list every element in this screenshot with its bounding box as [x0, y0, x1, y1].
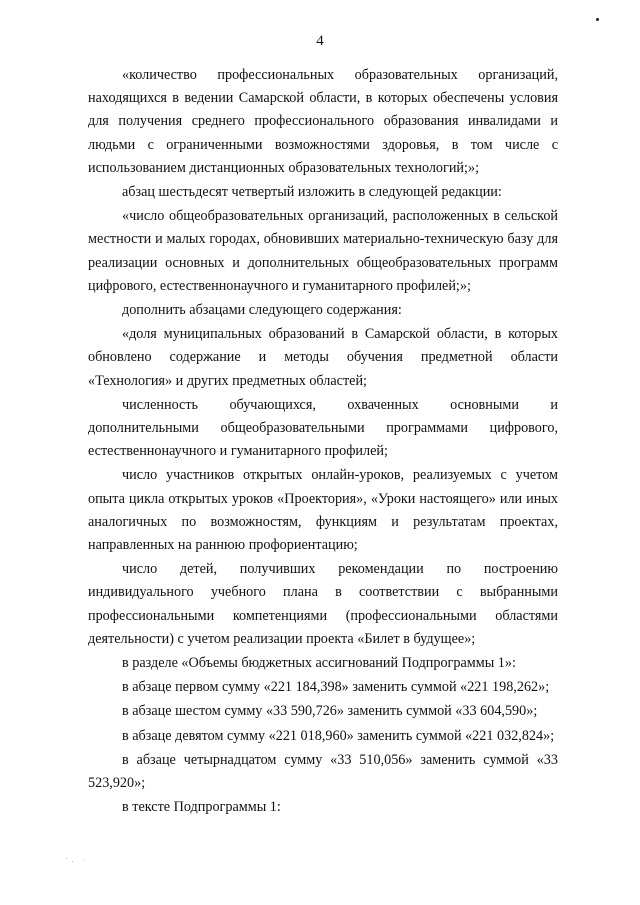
- paragraph: «количество профессиональных образовательных организаций, находящихся в ведении Самарской области, в которых обеспечены условия для получения среднего профессионального образования инвалидами и людьми с ограниченными возможностями здоровья, в том числе с использованием дистанционных образовательных технологий;»;: [88, 67, 558, 176]
- scan-speck: [84, 859, 85, 860]
- paragraph: число участников открытых онлайн-уроков, реализуемых с учетом опыта цикла открытых уроков «Проектория», «Уроки настоящего» или иных аналогичных по возможностям, функциям и результатам проектах, направленных на раннюю профориентацию;: [88, 467, 558, 554]
- paragraph: в абзаце первом сумму «221 184,398» заменить суммой «221 198,262»;: [122, 679, 550, 696]
- paragraph: число детей, получивших рекомендации по построению индивидуального учебного плана в соответствии с выбранными профессиональными компетенциями (профессиональными областями деятельности) с учетом реализации проекта «Билет в будущее»;: [88, 561, 558, 647]
- scan-speck: [66, 858, 67, 859]
- paragraph: «доля муниципальных образований в Самарской области, в которых обновлено содержание и методы обучения предметной области «Технология» и других предметных областей;: [88, 326, 558, 389]
- scan-dot: [596, 18, 599, 21]
- paragraph: абзац шестьдесят четвертый изложить в следующей редакции:: [122, 184, 502, 201]
- paragraph: в абзаце шестом сумму «33 590,726» заменить суммой «33 604,590»;: [122, 703, 538, 720]
- document-body: [88, 64, 558, 821]
- paragraph: численность обучающихся, охваченных основными и дополнительными общеобразовательными программами цифрового, естественнонаучного и гуманитарного профилей;: [88, 396, 558, 460]
- paragraph: дополнить абзацами следующего содержания:: [122, 302, 402, 319]
- paragraph: в разделе «Объемы бюджетных ассигнований Подпрограммы 1»:: [122, 655, 516, 672]
- paragraph: в абзаце четырнадцатом сумму «33 510,056» заменить суммой «33 523,920»;: [88, 751, 558, 792]
- scan-speck: [72, 861, 73, 862]
- page-number: 4: [316, 33, 324, 49]
- paragraph: в тексте Подпрограммы 1:: [122, 799, 281, 816]
- paragraph: «число общеобразовательных организаций, расположенных в сельской местности и малых городах, обновивших материально-техническую базу для реализации основных и дополнительных общеобразовательных программ цифрового, естественнонаучного и гуманитарного профилей;»;: [88, 208, 558, 294]
- paragraph: в абзаце девятом сумму «221 018,960» заменить суммой «221 032,824»;: [122, 727, 555, 744]
